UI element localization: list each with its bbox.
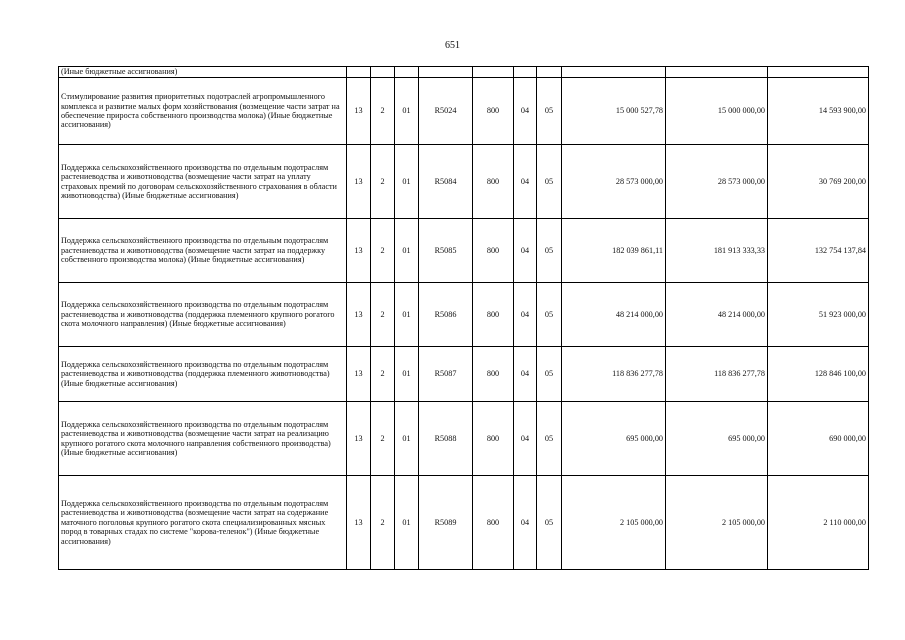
cell-event: 01 [395, 145, 419, 219]
cell-amount-year1: 2 105 000,00 [562, 476, 666, 570]
cell-target-code: R5024 [419, 78, 473, 145]
cell-subprogram: 2 [371, 347, 395, 402]
cell-subsection: 05 [537, 145, 562, 219]
cell-program: 13 [347, 78, 371, 145]
page-number: 651 [445, 40, 460, 51]
cell-amount-year3: 690 000,00 [768, 402, 869, 476]
row-description: Поддержка сельскохозяйственного производства по отдельным подотраслям растениеводства и животноводства (возмещение части затрат на реализацию крупного рогатого скота молочного направления собственного производства) (Иные бюджетные ассигнования) [59, 402, 347, 476]
cell-subsection: 05 [537, 283, 562, 347]
cell-subsection: 05 [537, 476, 562, 570]
table-row [59, 219, 869, 283]
cell-subprogram: 2 [371, 145, 395, 219]
cell-subsection: 05 [537, 219, 562, 283]
table-row [59, 476, 869, 570]
cell-amount-year3: 14 593 900,00 [768, 78, 869, 145]
cell-subprogram: 2 [371, 219, 395, 283]
cell-target-code: R5086 [419, 283, 473, 347]
cell-section: 04 [514, 78, 537, 145]
cell-expense-type: 800 [473, 476, 514, 570]
row-description: Поддержка сельскохозяйственного производства по отдельным подотраслям растениеводства и животноводства (поддержка племенного животноводства) (Иные бюджетные ассигнования) [59, 347, 347, 402]
row-description: Поддержка сельскохозяйственного производства по отдельным подотраслям растениеводства и животноводства (поддержка племенного крупного рогатого скота молочного направления) (Иные бюджетные ассигнования) [59, 283, 347, 347]
cell-expense-type: 800 [473, 402, 514, 476]
cell-subsection: 05 [537, 347, 562, 402]
cell-amount-year1: 182 039 861,11 [562, 219, 666, 283]
cell-subprogram: 2 [371, 402, 395, 476]
cell-amount-year2: 48 214 000,00 [666, 283, 768, 347]
budget-table [58, 66, 869, 570]
cell-target-code: R5088 [419, 402, 473, 476]
cell-amount-year2: 15 000 000,00 [666, 78, 768, 145]
cell-event: 01 [395, 283, 419, 347]
cell-amount-year3: 51 923 000,00 [768, 283, 869, 347]
cell-amount-year1: 48 214 000,00 [562, 283, 666, 347]
cell-amount-year3: 2 110 000,00 [768, 476, 869, 570]
cell-subsection: 05 [537, 78, 562, 145]
cell-expense-type: 800 [473, 219, 514, 283]
cell-amount-year2: 118 836 277,78 [666, 347, 768, 402]
cell-section: 04 [514, 402, 537, 476]
table-row [59, 145, 869, 219]
cell-program: 13 [347, 219, 371, 283]
cell-amount-year2: 28 573 000,00 [666, 145, 768, 219]
table-row [59, 283, 869, 347]
cell-expense-type: 800 [473, 283, 514, 347]
cell-event: 01 [395, 347, 419, 402]
cell-amount-year1: 28 573 000,00 [562, 145, 666, 219]
row-description: Поддержка сельскохозяйственного производства по отдельным подотраслям растениеводства и животноводства (возмещение части затрат на уплату страховых премий по договорам сельскохозяйственного страхования в области животноводства) (Иные бюджетные ассигнования) [59, 145, 347, 219]
row-description: Поддержка сельскохозяйственного производства по отдельным подотраслям растениеводства и животноводства (возмещение части затрат на содержание маточного поголовья крупного рогатого скота специализированных мясных пород в товарных стадах по системе "корова-теленок") (Иные бюджетные ассигнования) [59, 476, 347, 570]
cell-amount-year2: 181 913 333,33 [666, 219, 768, 283]
cell-target-code: R5089 [419, 476, 473, 570]
cell-subprogram: 2 [371, 476, 395, 570]
cell-amount-year2: 2 105 000,00 [666, 476, 768, 570]
cell-amount-year2: 695 000,00 [666, 402, 768, 476]
cell-program: 13 [347, 347, 371, 402]
cell-program: 13 [347, 283, 371, 347]
row-description: Стимулирование развития приоритетных подотраслей агропромышленного комплекса и развитие малых форм хозяйствования (возмещение части затрат на обеспечение прироста собственного производства молока) (Иные бюджетные ассигнования) [59, 78, 347, 145]
cell-section: 04 [514, 283, 537, 347]
cell-subprogram: 2 [371, 78, 395, 145]
cell-amount-year1: 695 000,00 [562, 402, 666, 476]
cell-event: 01 [395, 476, 419, 570]
cell-amount-year1: 118 836 277,78 [562, 347, 666, 402]
cell-program: 13 [347, 145, 371, 219]
cell-event: 01 [395, 219, 419, 283]
cell-subprogram: 2 [371, 283, 395, 347]
cell-expense-type: 800 [473, 145, 514, 219]
cell-expense-type: 800 [473, 347, 514, 402]
cell-program: 13 [347, 402, 371, 476]
cell-event: 01 [395, 402, 419, 476]
table-row [59, 402, 869, 476]
row-description: (Иные бюджетные ассигнования) [59, 67, 347, 78]
cell-section: 04 [514, 347, 537, 402]
cell-target-code: R5085 [419, 219, 473, 283]
cell-section: 04 [514, 145, 537, 219]
cell-target-code: R5087 [419, 347, 473, 402]
table-row [59, 78, 869, 145]
cell-section: 04 [514, 219, 537, 283]
cell-amount-year3: 132 754 137,84 [768, 219, 869, 283]
cell-target-code: R5084 [419, 145, 473, 219]
cell-amount-year3: 30 769 200,00 [768, 145, 869, 219]
cell-event: 01 [395, 78, 419, 145]
cell-section: 04 [514, 476, 537, 570]
cell-subsection: 05 [537, 402, 562, 476]
cell-expense-type: 800 [473, 78, 514, 145]
row-description: Поддержка сельскохозяйственного производства по отдельным подотраслям растениеводства и животноводства (возмещение части затрат на поддержку собственного производства молока) (Иные бюджетные ассигнования) [59, 219, 347, 283]
cell-amount-year1: 15 000 527,78 [562, 78, 666, 145]
table-row [59, 67, 869, 78]
cell-amount-year3: 128 846 100,00 [768, 347, 869, 402]
table-row [59, 347, 869, 402]
cell-program: 13 [347, 476, 371, 570]
